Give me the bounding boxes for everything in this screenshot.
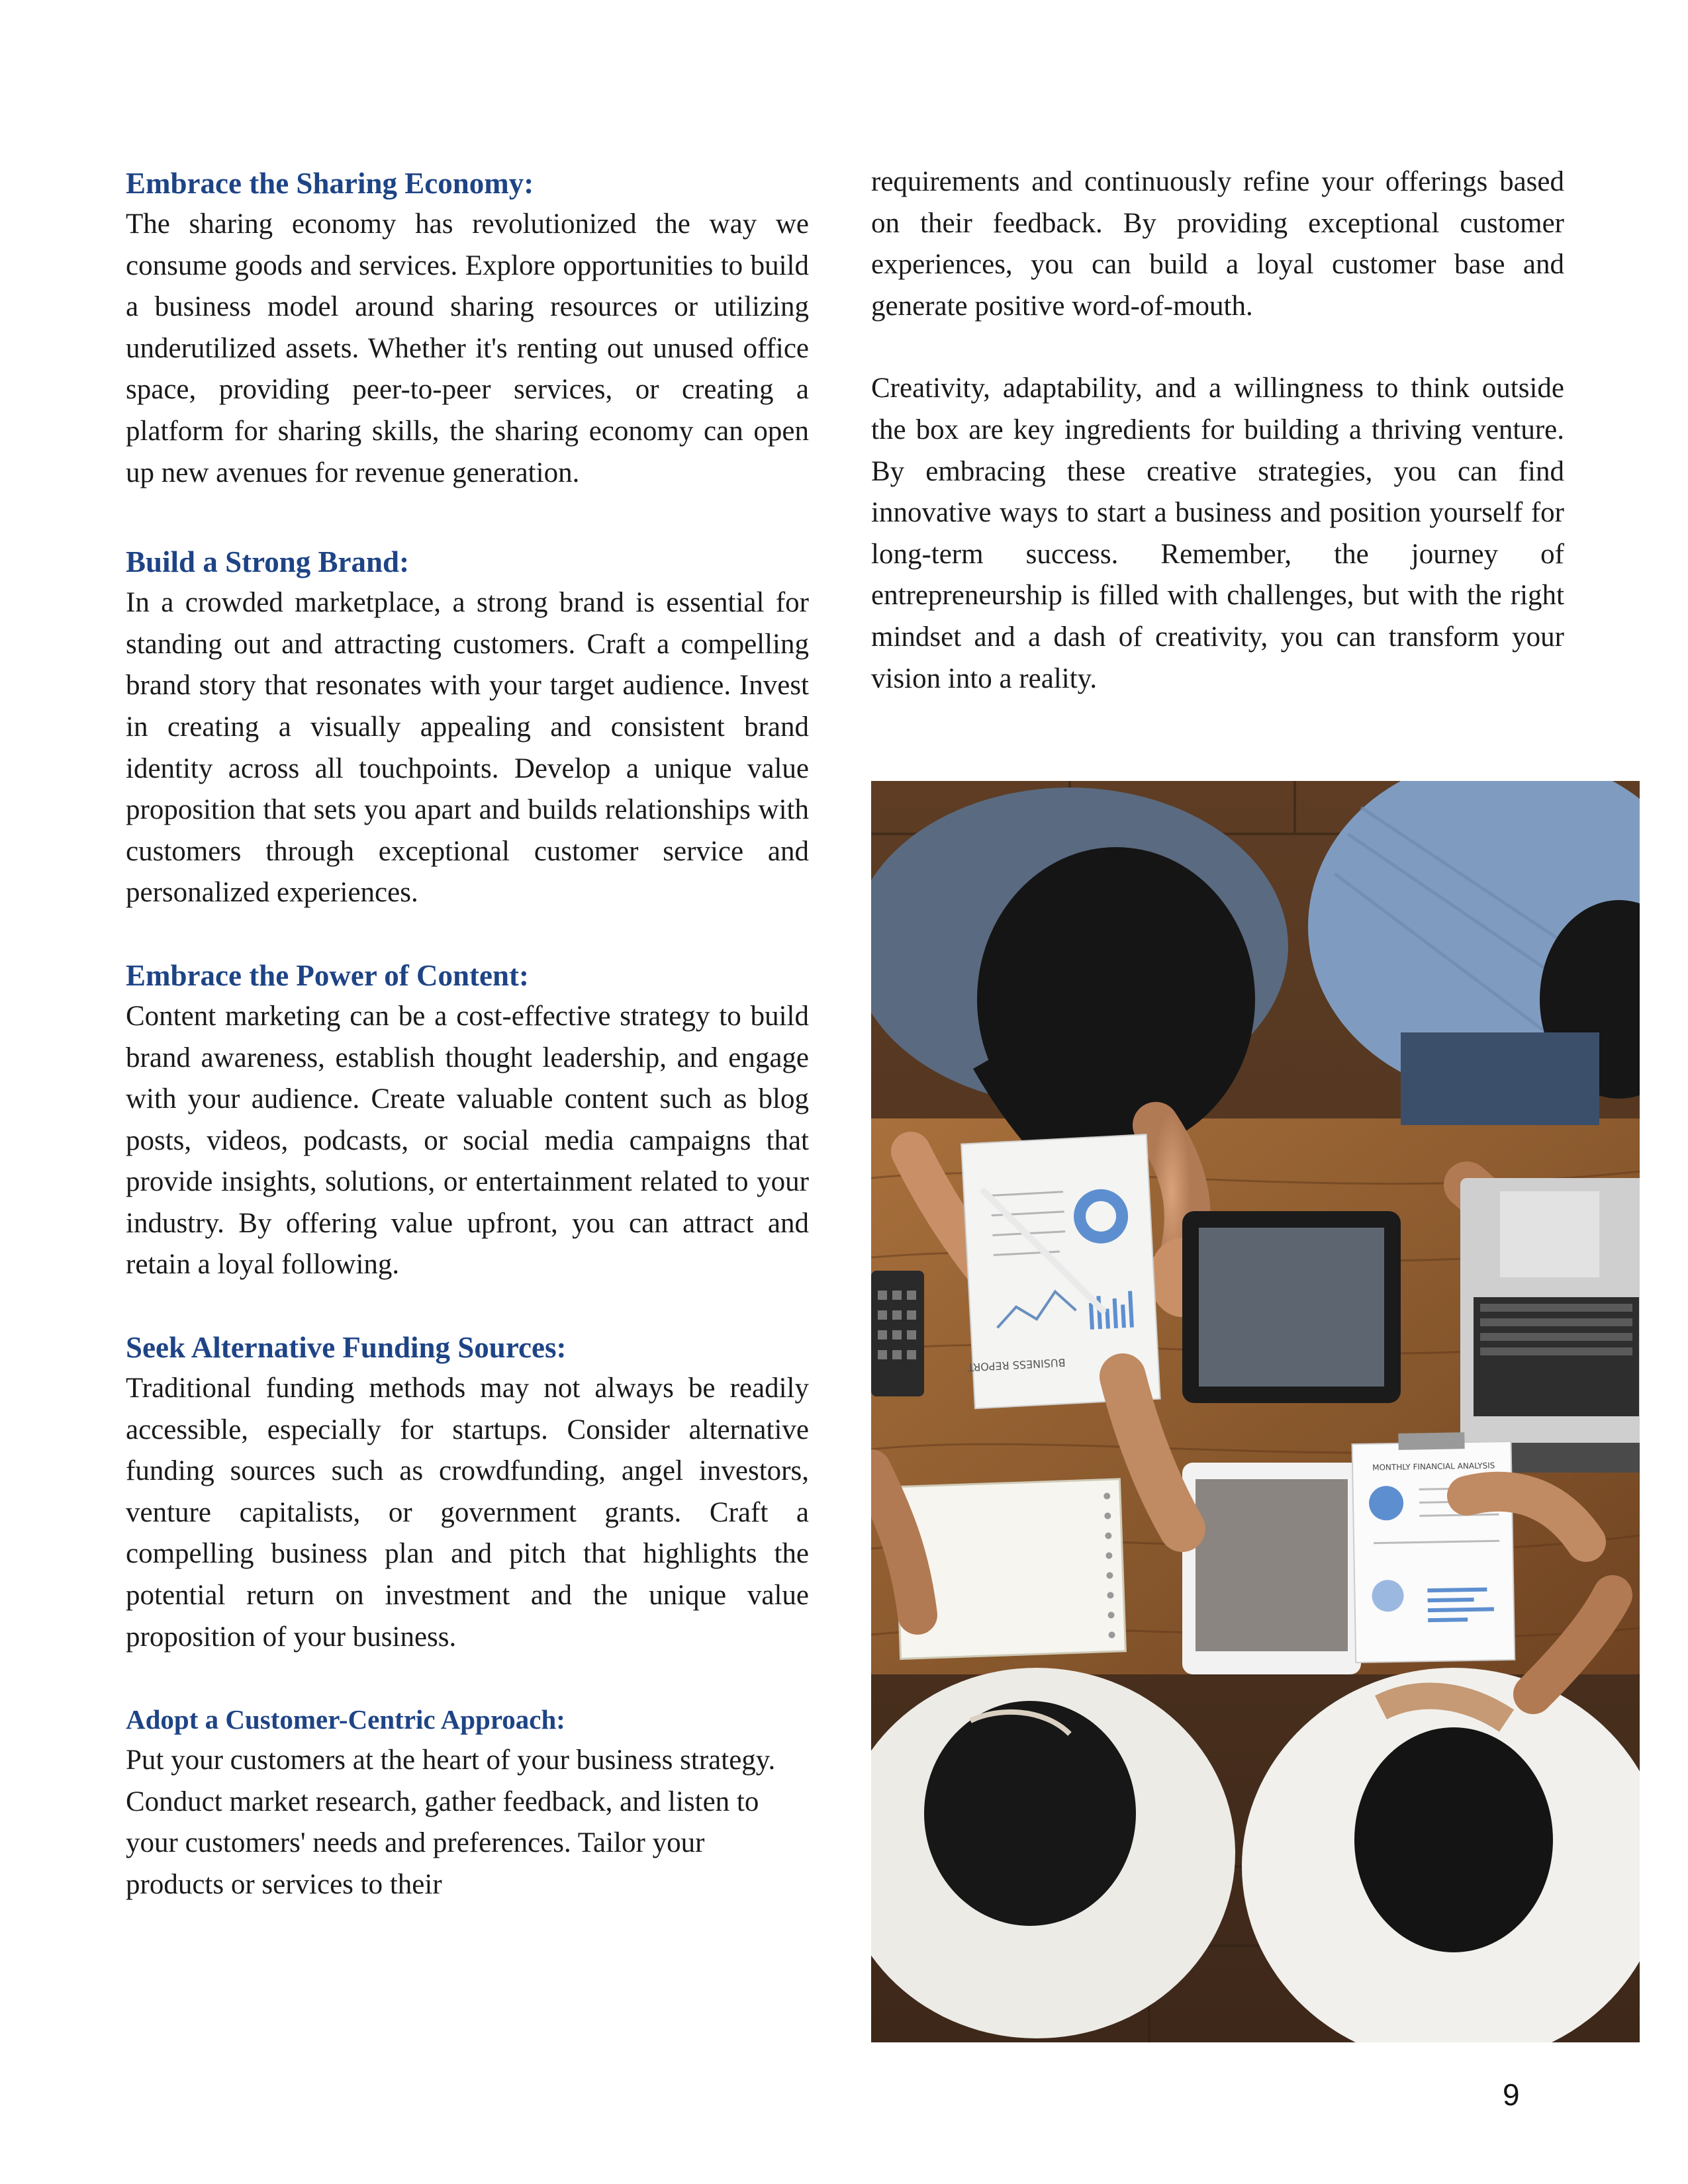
team-meeting-photo	[871, 781, 1640, 2042]
customer-centric-continuation: requirements and continuously refine your offerings based on their feedback. By providing exceptional customer experiences, you can build a loyal customer base and generate positive word-of-mouth.	[871, 166, 1564, 322]
section-heading-sharing-economy: Embrace the Sharing Economy:	[126, 167, 534, 200]
section-body-sharing-economy: The sharing economy has revolutionized the way we consume goods and services. Explore opportunities to build a business model around sharing resources or utilizing underutilized assets. Whether it's renting out unused office space, providing peer-to-peer services, or creating a platform for sharing skills, the sharing economy can open up new avenues for revenue generation.	[126, 208, 809, 488]
section-heading-power-of-content: Embrace the Power of Content:	[126, 958, 530, 992]
left-column	[126, 163, 809, 1906]
section-body-strong-brand: In a crowded marketplace, a strong brand is essential for standing out and attracting customers. Craft a compelling brand story that resonates with your target audience. Invest in creating a visually appealing and consistent brand identity across all touchpoints. Develop a unique value proposition that sets you apart and builds relationships with customers through exceptional customer service and personalized experiences.	[126, 587, 809, 909]
conclusion-paragraph: Creativity, adaptability, and a willingness to think outside the box are key ingredients for building a thriving venture. By embracing these creative strategies, you can find innovative ways to start a business and position yourself for long-term success. Remember, the journey of entrepreneurship is filled with challenges, but with the right mindset and a dash of creativity, you can transform your vision into a reality.	[871, 373, 1564, 694]
section-body-power-of-content: Content marketing can be a cost-effective strategy to build brand awareness, establish thought leadership, and engage with your audience. Create valuable content such as blog posts, videos, podcasts, or social media campaigns that provide insights, solutions, or entertainment related to your industry. By offering value upfront, you can attract and retain a loyal following.	[126, 1000, 809, 1281]
page-number: 9	[1503, 2077, 1520, 2112]
section-heading-alternative-funding: Seek Alternative Funding Sources:	[126, 1331, 567, 1365]
section-heading-strong-brand: Build a Strong Brand:	[126, 545, 410, 579]
section-heading-customer-centric: Adopt a Customer-Centric Approach:	[126, 1704, 565, 1735]
financial-analysis-caption: MONTHLY FINANCIAL ANALYSIS	[1372, 1461, 1495, 1473]
section-body-customer-centric: Put your customers at the heart of your business strategy. Conduct market research, gather feedback, and listen to your customers' needs and preferences. Tailor your products or services to their	[126, 1745, 776, 1900]
report-caption: BUSINESS REPORT	[967, 1355, 1066, 1374]
right-column	[871, 161, 1564, 700]
section-body-alternative-funding: Traditional funding methods may not always be readily accessible, especially for startups. Consider alternative funding sources such as crowdfunding, angel investors, venture capitalists, or government grants. Craft a compelling business plan and pitch that highlights the potential return on investment and the unique value proposition of your business.	[126, 1373, 809, 1653]
